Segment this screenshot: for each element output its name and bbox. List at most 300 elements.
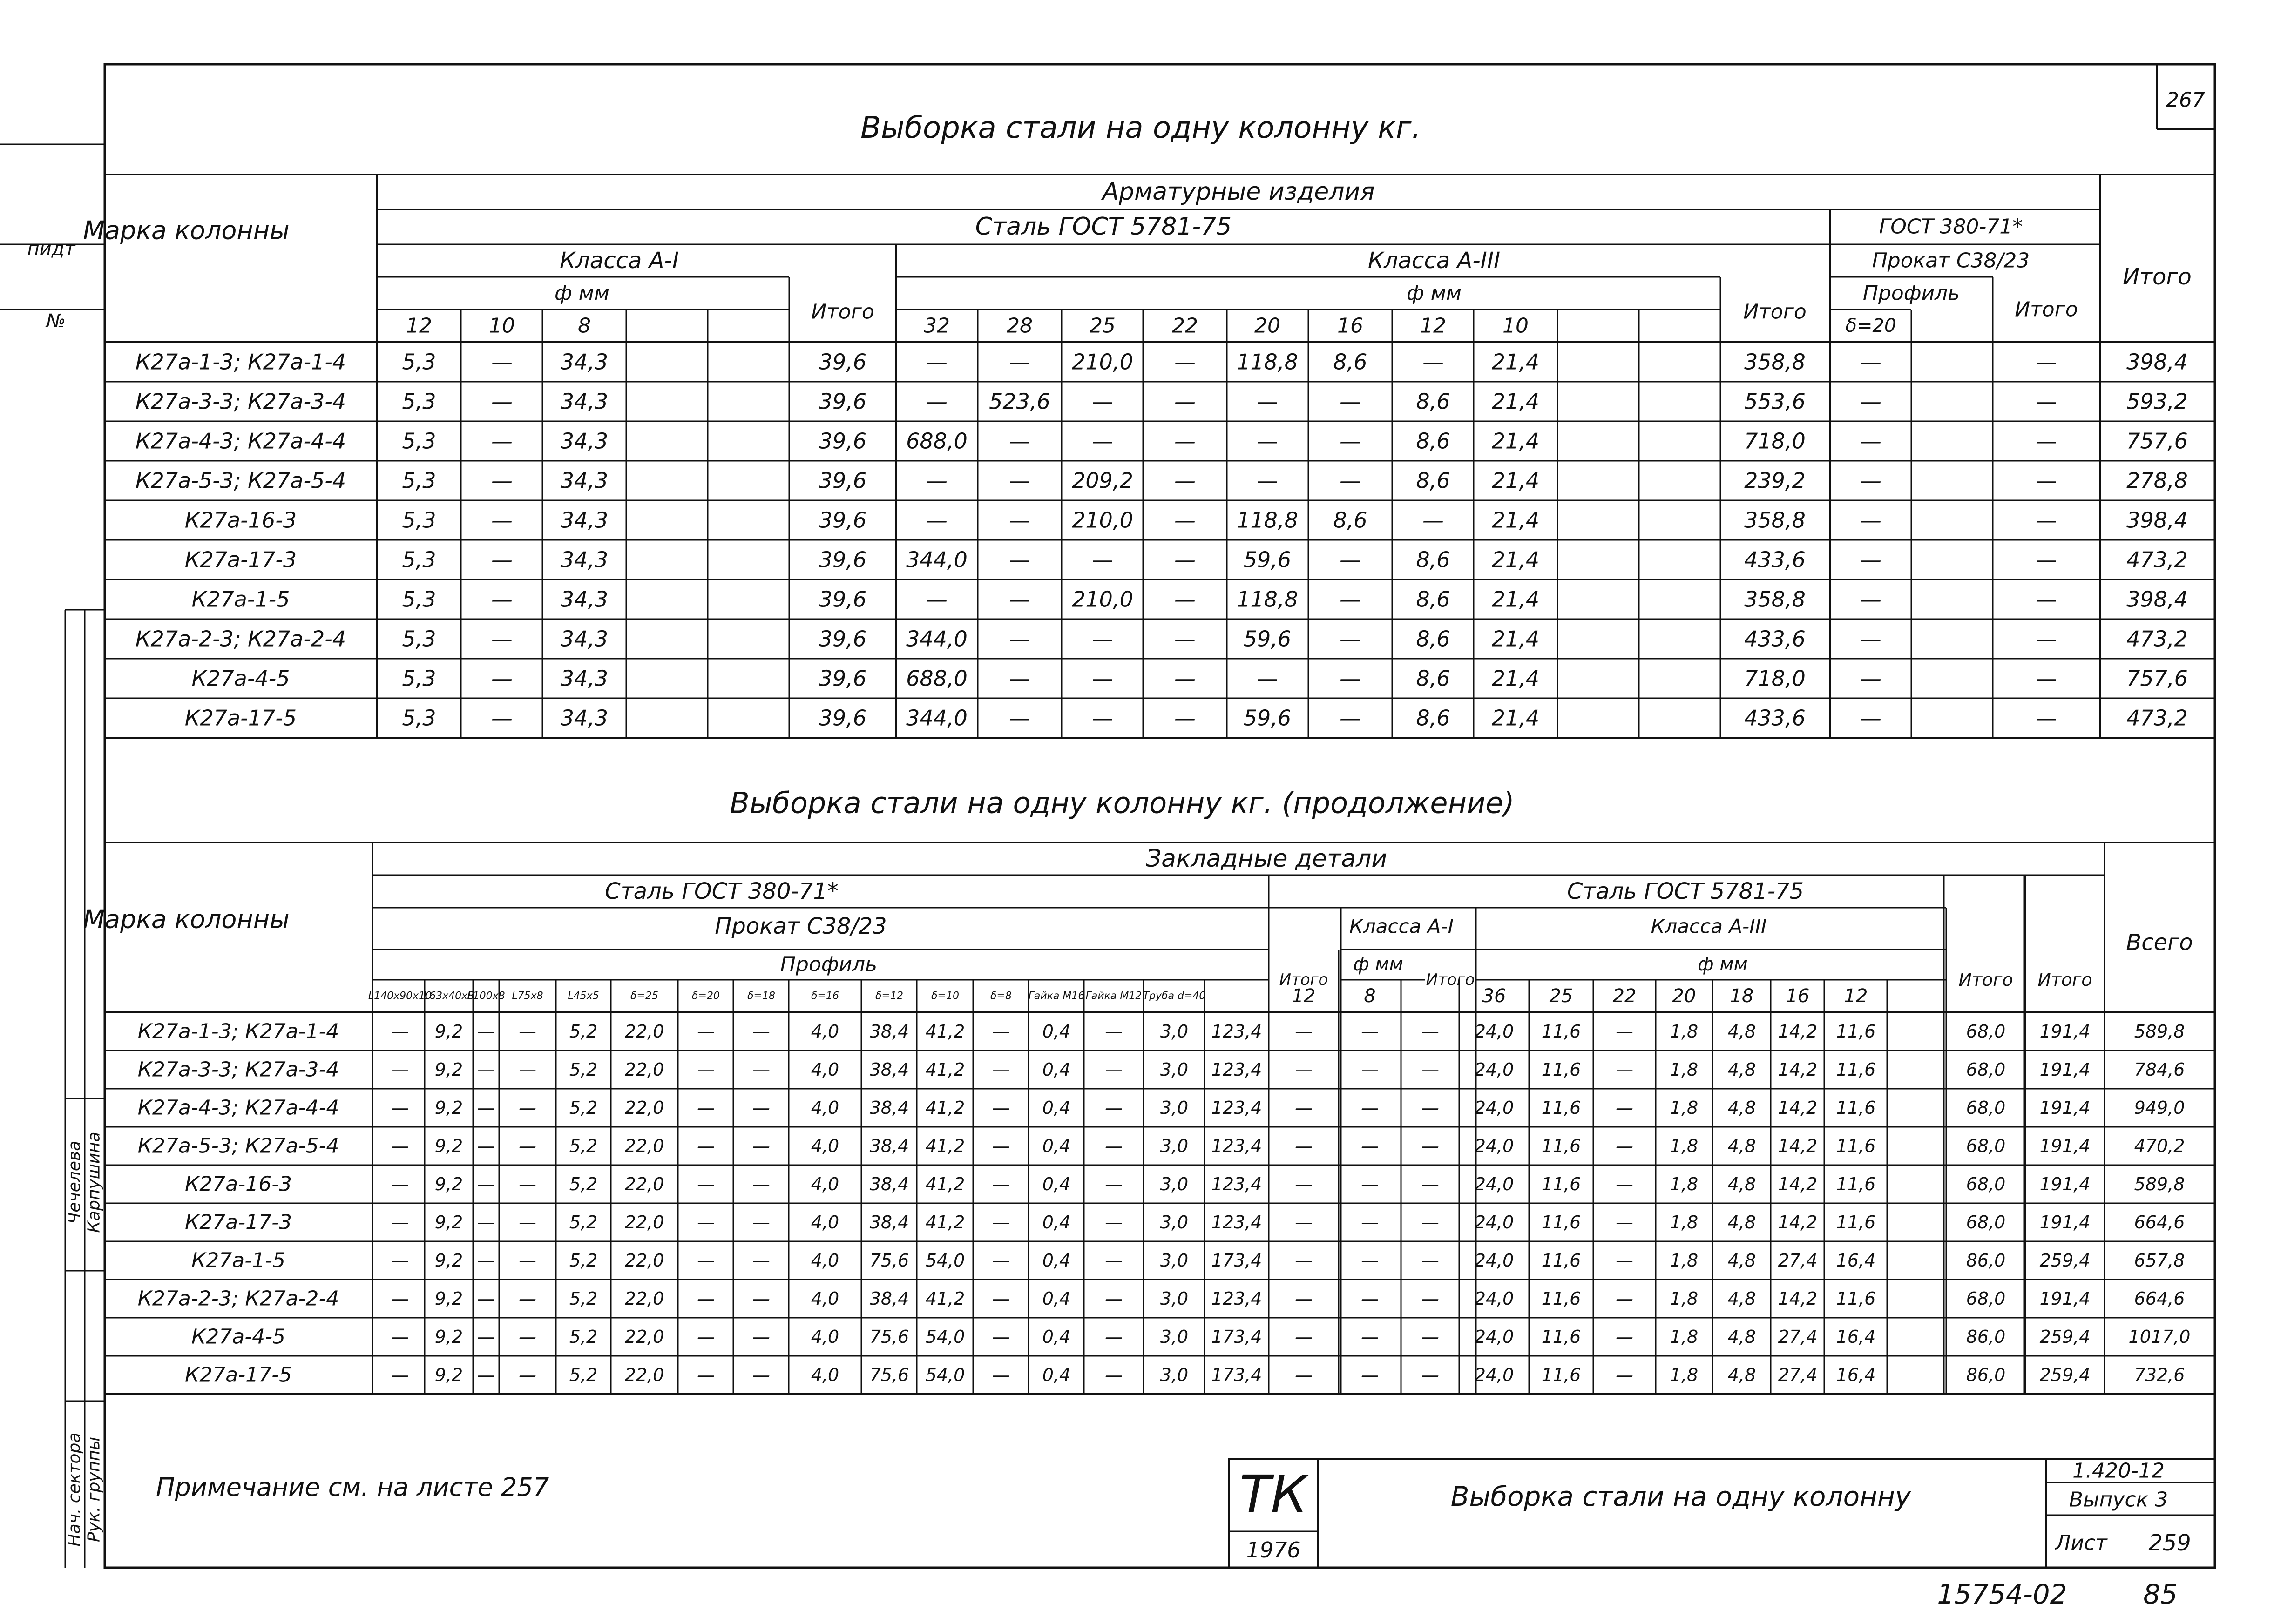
t1-cell: 34,3 (560, 586, 609, 612)
t2-profile-p9: δ=16 (811, 990, 839, 1002)
t2-cell: — (391, 1288, 409, 1309)
t2-cell: — (752, 1059, 770, 1080)
t2-cell: 9,2 (434, 1327, 463, 1347)
t2-a3-b12: 12 (1844, 985, 1868, 1007)
t2-cell: 14,2 (1778, 1098, 1818, 1118)
t2-cell: — (1616, 1021, 1633, 1042)
t1-cell: 8,6 (1416, 389, 1450, 414)
t2-cell: — (1421, 1136, 1439, 1156)
t2-cell: — (1105, 1021, 1123, 1042)
t2-cell: 11,6 (1836, 1212, 1876, 1233)
t2-row-mark: К27а-2-3; К27а-2-4 (137, 1287, 339, 1311)
t2-cell: 22,0 (624, 1212, 664, 1233)
t2-cell: 0,4 (1042, 1136, 1071, 1156)
t2-profile: Профиль (780, 952, 878, 977)
t2-cell: 24,0 (1474, 1021, 1514, 1042)
t2-cell: — (1361, 1174, 1379, 1194)
t2-row-mark: К27а-5-3; К27а-5-4 (137, 1134, 339, 1158)
t2-cell: 68,0 (1966, 1059, 2006, 1080)
t1-cell: 523,6 (989, 389, 1050, 414)
t2-cell: 9,2 (434, 1365, 463, 1385)
t2-cell: 4,8 (1727, 1365, 1756, 1385)
t2-cell: 22,0 (624, 1327, 664, 1347)
margin-no-label: № (46, 310, 66, 332)
t1-cell: — (1092, 547, 1113, 573)
t2-cell: 4,8 (1727, 1212, 1756, 1233)
t2-cell: — (1616, 1288, 1633, 1309)
t2-cell: 54,0 (925, 1365, 965, 1385)
t2-cell: — (1616, 1136, 1633, 1156)
t2-cell: 784,6 (2134, 1059, 2185, 1080)
t1-cell: — (1257, 389, 1278, 414)
t1-cell: 688,0 (906, 428, 968, 454)
t2-cell: 41,2 (925, 1174, 965, 1194)
t2-cell: — (1361, 1288, 1379, 1309)
t1-cell: — (1860, 626, 1881, 652)
t1-row-mark: К27а-4-3; К27а-4-4 (135, 428, 346, 454)
t1-cell: 210,0 (1072, 507, 1133, 533)
t2-cell: — (752, 1021, 770, 1042)
t2-cell: — (1295, 1059, 1313, 1080)
t2-cell: 1,8 (1670, 1327, 1699, 1347)
t1-cell: — (1860, 428, 1881, 454)
t1-cell: 757,6 (2126, 428, 2188, 454)
t2-class-a3: Класса А-III (1651, 915, 1767, 938)
t2-cell: — (1295, 1327, 1313, 1347)
t1-group-header: Арматурные изделия (1102, 178, 1375, 206)
t1-cell: 433,6 (1744, 547, 1806, 573)
t2-cell: — (477, 1021, 495, 1042)
stamp-sheet: 259 (2148, 1530, 2191, 1556)
t2-cell: 11,6 (1541, 1174, 1581, 1194)
t2-cell: — (391, 1021, 409, 1042)
table1-title: Выборка стали на одну колонну кг. (860, 111, 1421, 145)
t2-cell: — (1105, 1288, 1123, 1309)
t2-mark-header: Марка колонны (83, 904, 290, 934)
t2-cell: 1,8 (1670, 1212, 1699, 1233)
t2-cell: 0,4 (1042, 1021, 1071, 1042)
t1-cell: 5,3 (402, 428, 436, 454)
t2-a3-b20: 20 (1672, 985, 1696, 1007)
t1-cell: — (1009, 705, 1030, 731)
t2-cell: 41,2 (925, 1212, 965, 1233)
t1-diam-d12: 12 (406, 314, 432, 338)
t1-itogo-total: Итого (2123, 264, 2192, 290)
t2-cell: — (1105, 1136, 1123, 1156)
t2-row-mark: К27а-17-3 (185, 1210, 292, 1234)
t1-cell: — (1340, 547, 1361, 573)
t1-cell: 718,0 (1744, 666, 1806, 691)
t2-cell: — (752, 1288, 770, 1309)
t1-cell: 344,0 (906, 547, 968, 573)
t2-cell: 68,0 (1966, 1098, 2006, 1118)
t2-cell: 191,4 (2039, 1059, 2091, 1080)
t1-cell: — (1860, 389, 1881, 414)
t2-cell: — (1105, 1098, 1123, 1118)
t2-cell: 191,4 (2039, 1288, 2091, 1309)
t2-cell: 86,0 (1966, 1250, 2006, 1271)
t2-cell: 1,8 (1670, 1098, 1699, 1118)
t2-row-mark: К27а-1-3; К27а-1-4 (137, 1019, 339, 1044)
t2-cell: 14,2 (1778, 1174, 1818, 1194)
stamp-series: 1.420-12 (2072, 1459, 2165, 1483)
t1-cell: 21,4 (1491, 468, 1540, 493)
margin-role-1: Нач. сектора (65, 1432, 84, 1547)
t2-cell: — (1616, 1174, 1633, 1194)
t2-cell: — (477, 1098, 495, 1118)
t1-row-mark: К27а-3-3; К27а-3-4 (135, 389, 346, 414)
t1-cell: 8,6 (1416, 705, 1450, 731)
t2-cell: 173,4 (1211, 1250, 1262, 1271)
t2-cell: 4,0 (811, 1365, 839, 1385)
t1-cell: 21,4 (1491, 428, 1540, 454)
t2-cell: 11,6 (1836, 1059, 1876, 1080)
t2-cell: — (752, 1098, 770, 1118)
t1-cell: 358,8 (1744, 586, 1806, 612)
t2-a1-12: 12 (1292, 985, 1316, 1007)
t1-cell: 8,6 (1416, 428, 1450, 454)
t1-cell: 34,3 (560, 626, 609, 652)
t1-cell: 34,3 (560, 349, 609, 375)
t2-cell: 24,0 (1474, 1059, 1514, 1080)
t2-cell: — (697, 1212, 715, 1233)
t2-phi-a3: ф мм (1698, 954, 1748, 975)
t2-itogo-a1: Итого (1426, 970, 1475, 989)
t1-cell: — (1092, 666, 1113, 691)
t2-cell: — (992, 1288, 1010, 1309)
t1-row-mark: К27а-1-5 (191, 586, 290, 612)
t2-cell: — (1421, 1098, 1439, 1118)
t2-cell: 191,4 (2039, 1174, 2091, 1194)
t2-cell: 259,4 (2039, 1250, 2091, 1271)
t2-cell: 54,0 (925, 1250, 965, 1271)
t2-cell: 5,2 (569, 1365, 598, 1385)
t2-cell: 14,2 (1778, 1136, 1818, 1156)
t2-cell: 22,0 (624, 1059, 664, 1080)
t2-cell: 16,4 (1836, 1327, 1876, 1347)
stamp-title: Выборка стали на одну колонну (1450, 1481, 1911, 1512)
t2-cell: 86,0 (1966, 1365, 2006, 1385)
t2-cell: — (477, 1250, 495, 1271)
t1-cell: 39,6 (819, 547, 867, 573)
t1-cell: — (1174, 349, 1196, 375)
t1-cell: 5,3 (402, 468, 436, 493)
t1-cell: — (1092, 389, 1113, 414)
t2-cell: — (1616, 1212, 1633, 1233)
t2-cell: 14,2 (1778, 1021, 1818, 1042)
t1-row-mark: К27а-16-3 (184, 507, 297, 533)
t2-profile-p12: δ=8 (990, 990, 1012, 1002)
t2-cell: 24,0 (1474, 1250, 1514, 1271)
t1-cell: 34,3 (560, 389, 609, 414)
t1-itogo-a1: Итого (811, 300, 874, 324)
t2-cell: 38,4 (869, 1212, 909, 1233)
t2-cell: 123,4 (1211, 1174, 1262, 1194)
t1-cell: 5,3 (402, 586, 436, 612)
t1-phi-a3: ф мм (1407, 281, 1462, 305)
t2-a3-b36: 36 (1482, 985, 1506, 1007)
t2-cell: — (1421, 1327, 1439, 1347)
t2-cell: 9,2 (434, 1212, 463, 1233)
t1-gost-380: ГОСТ 380-71* (1879, 215, 2023, 239)
t2-cell: 4,8 (1727, 1136, 1756, 1156)
t1-cell: 34,3 (560, 666, 609, 691)
t2-cell: — (1295, 1250, 1313, 1271)
t2-cell: — (697, 1174, 715, 1194)
t2-cell: — (1105, 1059, 1123, 1080)
t2-cell: 27,4 (1778, 1365, 1818, 1385)
t1-cell: 5,3 (402, 626, 436, 652)
t1-cell: — (491, 705, 513, 731)
t1-cell: — (2036, 428, 2057, 454)
t2-cell: 11,6 (1541, 1327, 1581, 1347)
t2-cell: 589,8 (2134, 1021, 2185, 1042)
t1-cell: 8,6 (1333, 349, 1367, 375)
t1-cell: 39,6 (819, 626, 867, 652)
t1-cell: 21,4 (1491, 586, 1540, 612)
t1-cell: 8,6 (1416, 468, 1450, 493)
t1-cell: 473,2 (2126, 705, 2188, 731)
t2-cell: — (519, 1021, 536, 1042)
t2-cell: 68,0 (1966, 1136, 2006, 1156)
page-number-top: 267 (2166, 88, 2205, 112)
t2-cell: 9,2 (434, 1136, 463, 1156)
t1-cell: 39,6 (819, 666, 867, 691)
t2-cell: 9,2 (434, 1098, 463, 1118)
t2-cell: 4,8 (1727, 1174, 1756, 1194)
t1-row-mark: К27а-5-3; К27а-5-4 (135, 468, 346, 493)
t2-cell: 11,6 (1541, 1136, 1581, 1156)
t2-cell: 5,2 (569, 1327, 598, 1347)
t2-row-mark: К27а-3-3; К27а-3-4 (137, 1058, 339, 1082)
t1-cell: — (926, 586, 948, 612)
t2-cell: 5,2 (569, 1288, 598, 1309)
t2-cell: 3,0 (1160, 1174, 1189, 1194)
t2-a3-b25: 25 (1549, 985, 1573, 1007)
t2-cell: — (1295, 1021, 1313, 1042)
t2-cell: — (697, 1021, 715, 1042)
t2-cell: 24,0 (1474, 1327, 1514, 1347)
t1-cell: 593,2 (2126, 389, 2188, 414)
t2-cell: 1,8 (1670, 1136, 1699, 1156)
t1-cell: 21,4 (1491, 666, 1540, 691)
t2-cell: — (752, 1136, 770, 1156)
t2-cell: — (697, 1098, 715, 1118)
t2-cell: — (477, 1365, 495, 1385)
t2-cell: — (1105, 1250, 1123, 1271)
t2-cell: 41,2 (925, 1098, 965, 1118)
t2-profile-p2: L63x40x8 (423, 990, 474, 1002)
t2-row-mark: К27а-17-5 (185, 1363, 292, 1387)
t2-cell: 9,2 (434, 1021, 463, 1042)
t2-cell: 657,8 (2134, 1250, 2185, 1271)
t1-cell: 34,3 (560, 468, 609, 493)
t2-cell: 41,2 (925, 1021, 965, 1042)
t2-class-a1: Класса А-I (1349, 915, 1454, 938)
t1-cell: 5,3 (402, 705, 436, 731)
t1-cell: 59,6 (1243, 626, 1292, 652)
table2-title: Выборка стали на одну колонну кг. (продолжение) (730, 786, 1515, 820)
t2-cell: 11,6 (1836, 1098, 1876, 1118)
t2-cell: 38,4 (869, 1174, 909, 1194)
t2-cell: 949,0 (2134, 1098, 2185, 1118)
t2-cell: 0,4 (1042, 1212, 1071, 1233)
t1-row-mark: К27а-4-5 (191, 666, 290, 691)
t2-cell: — (752, 1174, 770, 1194)
t2-cell: 0,4 (1042, 1288, 1071, 1309)
t2-cell: 14,2 (1778, 1212, 1818, 1233)
t2-cell: 3,0 (1160, 1021, 1189, 1042)
t2-cell: 123,4 (1211, 1098, 1262, 1118)
t2-cell: — (697, 1365, 715, 1385)
stamp-issue: Выпуск 3 (2069, 1488, 2168, 1512)
t2-cell: 68,0 (1966, 1212, 2006, 1233)
t1-cell: — (926, 389, 948, 414)
t2-cell: 41,2 (925, 1136, 965, 1156)
t1-diam-d8: 8 (578, 314, 591, 338)
t1-cell: 5,3 (402, 349, 436, 375)
t2-cell: 4,0 (811, 1288, 839, 1309)
t1-cell: 433,6 (1744, 626, 1806, 652)
t2-profile-p13: Гайка М16 (1028, 990, 1085, 1002)
t2-cell: — (391, 1174, 409, 1194)
t2-itogo-380: Итого (1279, 970, 1328, 989)
t2-cell: — (519, 1136, 536, 1156)
t1-diam-d10b: 10 (1502, 314, 1529, 338)
t1-diam-d28: 28 (1007, 314, 1033, 338)
t2-cell: — (519, 1365, 536, 1385)
t2-cell: 0,4 (1042, 1174, 1071, 1194)
t1-row-mark: К27а-2-3; К27а-2-4 (135, 626, 346, 652)
t1-row-mark: К27а-17-3 (184, 547, 297, 573)
t2-cell: 11,6 (1541, 1365, 1581, 1385)
t1-cell: 757,6 (2126, 666, 2188, 691)
t2-cell: — (1421, 1288, 1439, 1309)
t2-cell: 1,8 (1670, 1174, 1699, 1194)
t2-cell: 3,0 (1160, 1098, 1189, 1118)
t2-cell: 123,4 (1211, 1021, 1262, 1042)
t2-cell: 1017,0 (2128, 1327, 2191, 1347)
t2-cell: 3,0 (1160, 1327, 1189, 1347)
t2-row-mark: К27а-4-5 (191, 1325, 285, 1349)
t2-cell: 9,2 (434, 1288, 463, 1309)
t1-cell: 473,2 (2126, 547, 2188, 573)
t2-prokat: Прокат С38/23 (715, 913, 887, 939)
t2-group-header: Закладные детали (1145, 845, 1387, 873)
t1-cell: — (2036, 468, 2057, 493)
t1-cell: — (1257, 666, 1278, 691)
t2-cell: 3,0 (1160, 1212, 1189, 1233)
t2-cell: 191,4 (2039, 1136, 2091, 1156)
t2-itogo-a3: Итого (1958, 970, 2013, 990)
t1-cell: 21,4 (1491, 507, 1540, 533)
t2-cell: — (1616, 1098, 1633, 1118)
t2-a1-8: 8 (1364, 985, 1376, 1007)
t1-cell: 5,3 (402, 547, 436, 573)
t2-cell: 38,4 (869, 1021, 909, 1042)
t1-cell: — (2036, 507, 2057, 533)
t2-cell: 11,6 (1541, 1059, 1581, 1080)
t2-cell: 1,8 (1670, 1365, 1699, 1385)
t1-cell: — (2036, 389, 2057, 414)
t2-cell: — (1295, 1098, 1313, 1118)
t1-diam-d25: 25 (1090, 314, 1116, 338)
t2-cell: 24,0 (1474, 1212, 1514, 1233)
t2-cell: 5,2 (569, 1250, 598, 1271)
t1-cell: — (926, 507, 948, 533)
t2-cell: 3,0 (1160, 1288, 1189, 1309)
t2-cell: 470,2 (2134, 1136, 2185, 1156)
t1-diam-d32: 32 (924, 314, 950, 338)
t2-cell: 9,2 (434, 1174, 463, 1194)
t2-cell: 4,0 (811, 1327, 839, 1347)
t2-cell: — (1105, 1174, 1123, 1194)
footer-code: 15754-02 (1937, 1578, 2067, 1610)
t1-cell: 473,2 (2126, 626, 2188, 652)
t1-cell: — (2036, 705, 2057, 731)
t1-cell: — (926, 349, 948, 375)
t2-cell: 11,6 (1541, 1212, 1581, 1233)
t2-cell: — (752, 1365, 770, 1385)
t2-cell: — (697, 1136, 715, 1156)
t2-a3-b16: 16 (1786, 985, 1810, 1007)
t2-cell: 3,0 (1160, 1250, 1189, 1271)
t2-cell: 0,4 (1042, 1059, 1071, 1080)
t2-cell: 41,2 (925, 1288, 965, 1309)
t2-cell: — (992, 1021, 1010, 1042)
t2-cell: 589,8 (2134, 1174, 2185, 1194)
t2-cell: 11,6 (1541, 1021, 1581, 1042)
t1-cell: — (1340, 626, 1361, 652)
t2-cell: 11,6 (1541, 1098, 1581, 1118)
t2-cell: 9,2 (434, 1059, 463, 1080)
t2-row-mark: К27а-4-3; К27а-4-4 (137, 1096, 339, 1120)
t2-cell: — (697, 1059, 715, 1080)
t1-cell: — (1009, 666, 1030, 691)
t1-cell: 344,0 (906, 626, 968, 652)
t1-cell: — (1174, 507, 1196, 533)
t2-cell: 22,0 (624, 1021, 664, 1042)
t1-cell: 59,6 (1243, 705, 1292, 731)
t1-cell: 8,6 (1416, 666, 1450, 691)
t2-cell: 38,4 (869, 1059, 909, 1080)
t2-cell: — (1361, 1365, 1379, 1385)
t2-cell: 4,8 (1727, 1250, 1756, 1271)
t2-cell: 5,2 (569, 1098, 598, 1118)
t1-cell: — (491, 547, 513, 573)
t2-profile-p1: L140x90x10 (368, 990, 432, 1002)
t2-cell: — (1616, 1250, 1633, 1271)
t2-cell: 0,4 (1042, 1250, 1071, 1271)
t2-cell: 24,0 (1474, 1288, 1514, 1309)
t2-cell: 664,6 (2134, 1212, 2185, 1233)
t2-cell: 4,0 (811, 1174, 839, 1194)
t2-cell: 5,2 (569, 1212, 598, 1233)
t1-cell: — (2036, 349, 2057, 375)
t2-cell: 14,2 (1778, 1059, 1818, 1080)
t2-cell: — (1421, 1250, 1439, 1271)
t1-cell: — (1174, 389, 1196, 414)
t2-cell: — (992, 1174, 1010, 1194)
t2-cell: — (391, 1327, 409, 1347)
t2-profile-p6: δ=25 (630, 990, 658, 1002)
t2-cell: — (1421, 1174, 1439, 1194)
t1-cell: 209,2 (1072, 468, 1133, 493)
t2-phi-a1: ф мм (1353, 954, 1403, 975)
t1-diam-d10: 10 (489, 314, 515, 338)
t2-cell: 24,0 (1474, 1174, 1514, 1194)
t2-cell: 75,6 (869, 1327, 909, 1347)
